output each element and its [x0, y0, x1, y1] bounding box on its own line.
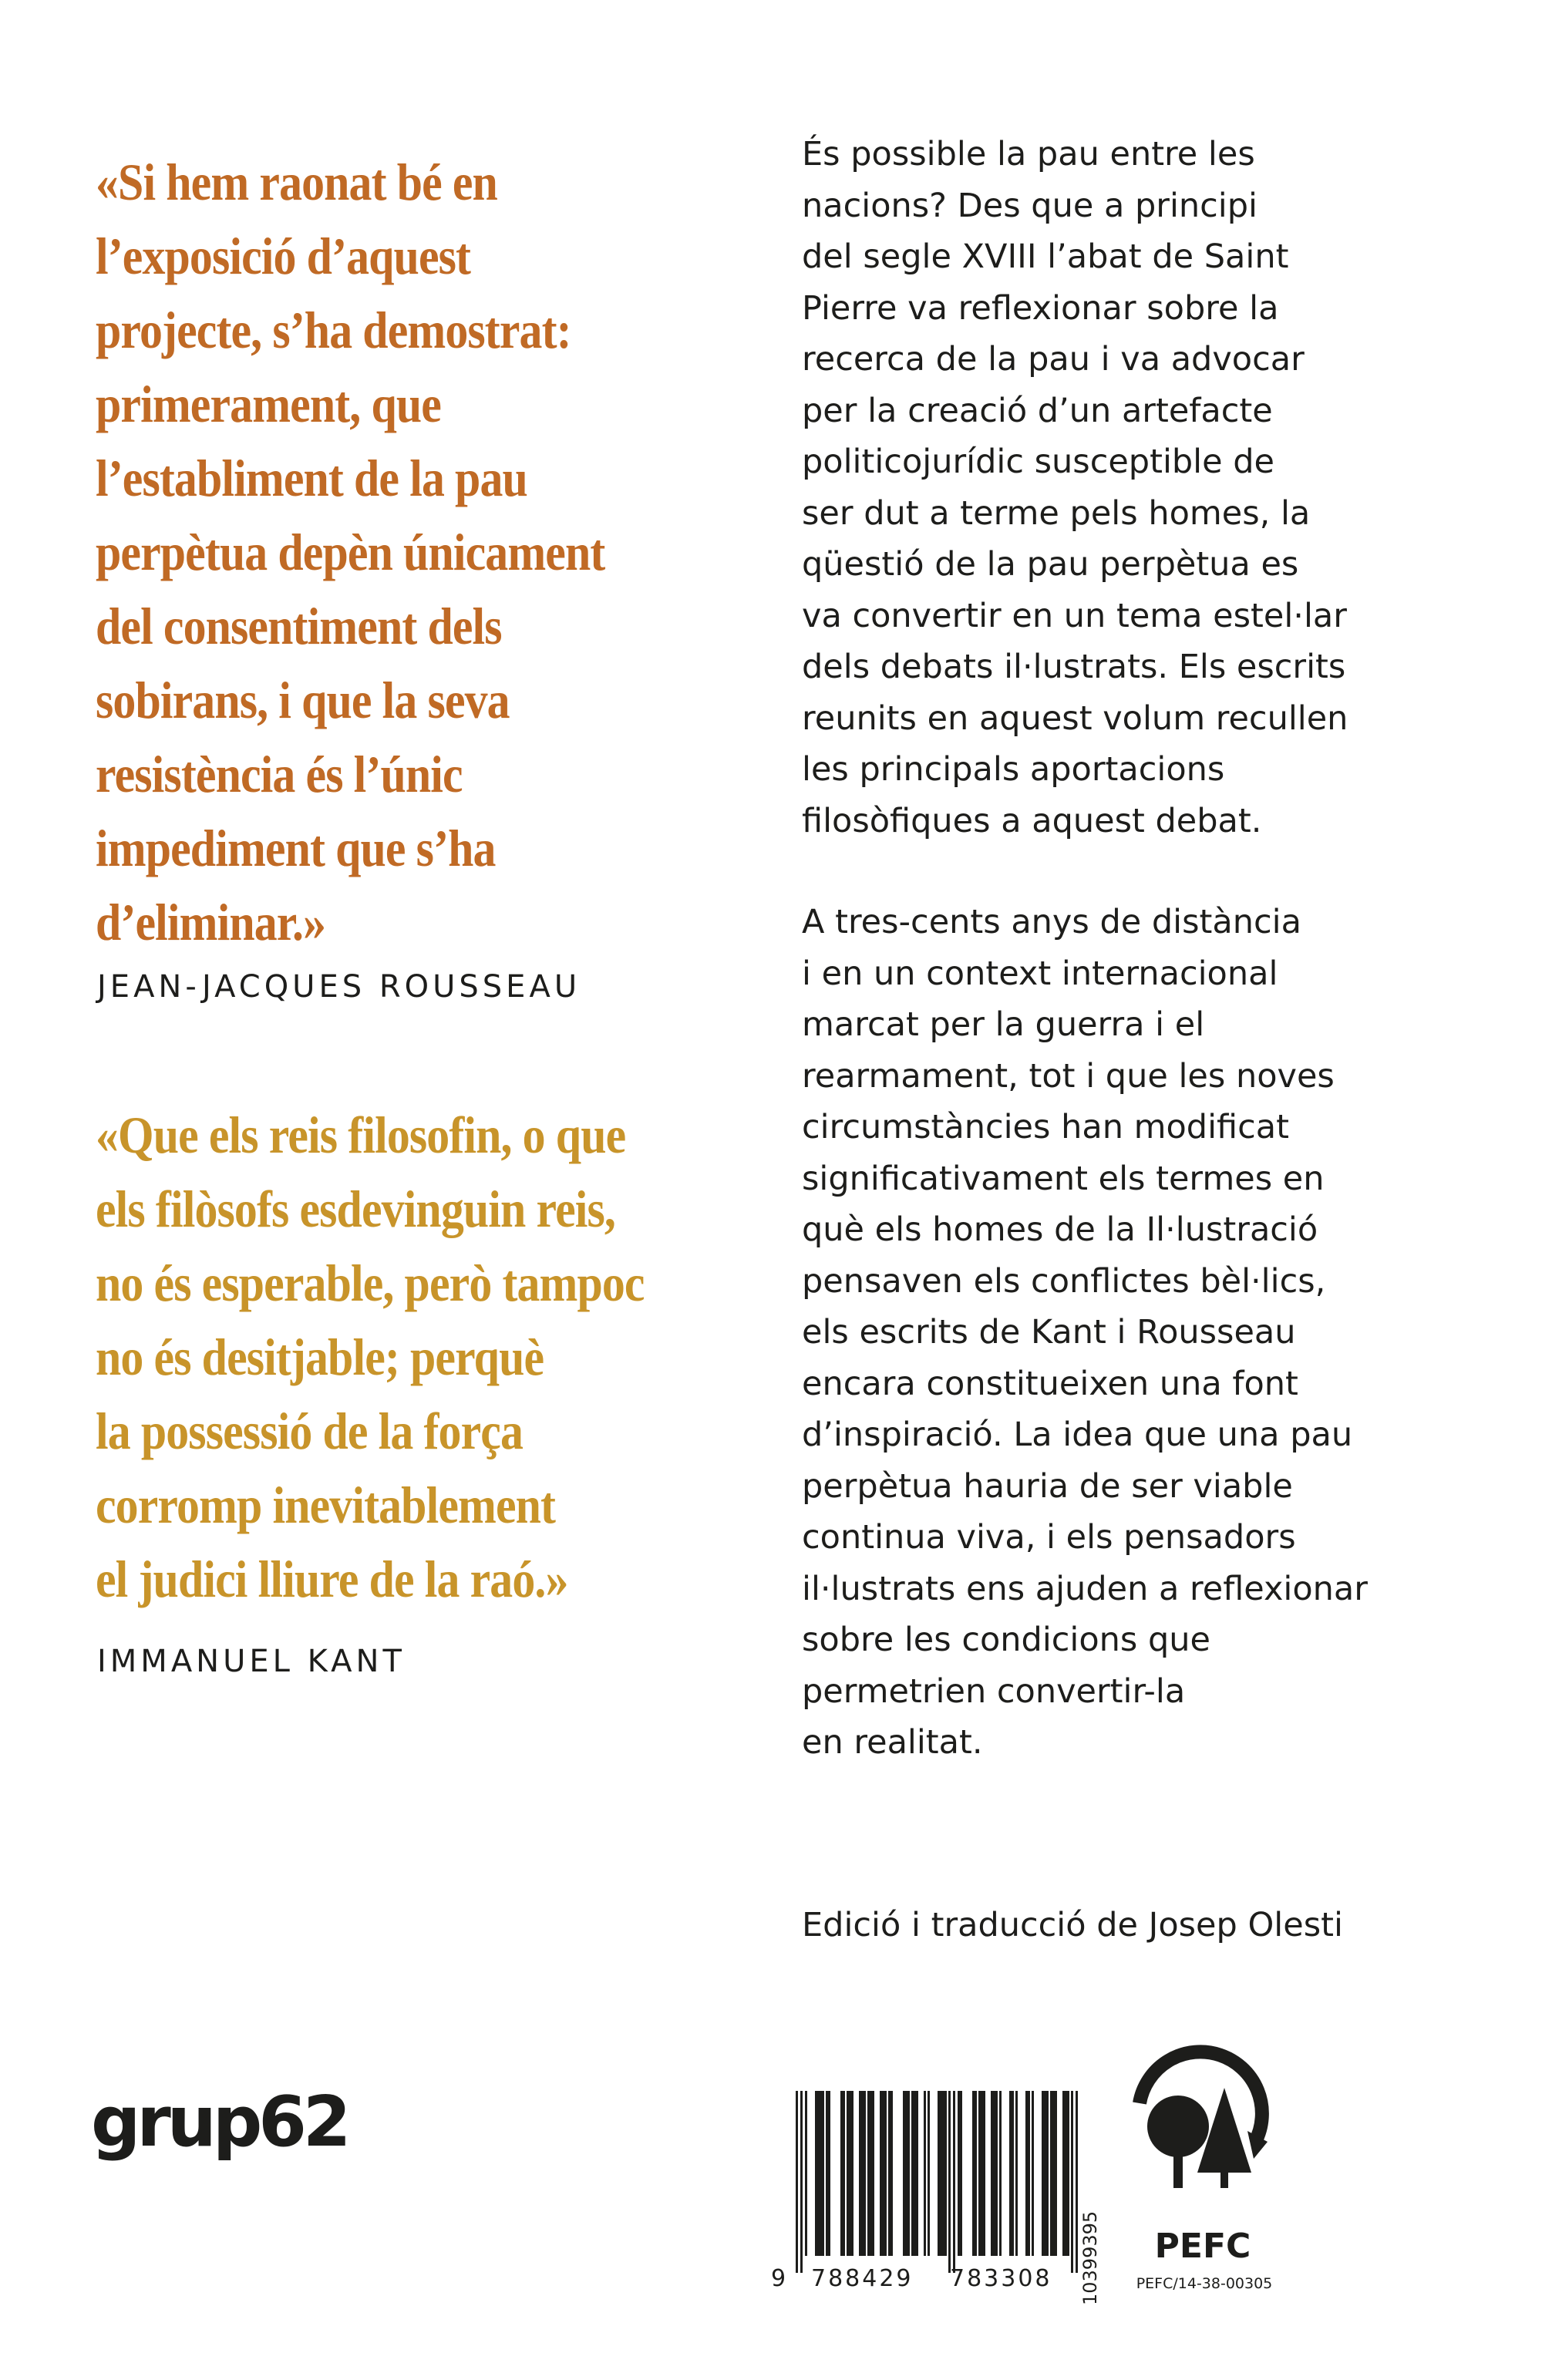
barcode-bar — [840, 2091, 845, 2256]
barcode-bar — [888, 2091, 893, 2256]
barcode-bar — [911, 2091, 918, 2256]
publisher-logo: grup62 — [91, 2082, 348, 2163]
barcode-bar — [880, 2091, 887, 2256]
barcode-bar — [1009, 2091, 1014, 2256]
quote-line: primerament, que — [96, 375, 441, 433]
text-line: permetrien convertir-la — [802, 1671, 1186, 1711]
text-line: filosòfiques a aquest debat. — [802, 801, 1262, 840]
pefc-tree-icon — [1124, 2026, 1278, 2219]
text-line: Pierre va reflexionar sobre la — [802, 288, 1279, 328]
barcode-guard-bar — [796, 2091, 798, 2273]
text-line: rearmament, tot i que les noves — [802, 1056, 1335, 1096]
barcode-bar — [1025, 2091, 1030, 2256]
quote-line: del consentiment dels — [96, 597, 502, 655]
text-line: dels debats il·lustrats. Els escrits — [802, 648, 1346, 686]
text-line: A tres-cents anys de distància — [802, 903, 1301, 941]
barcode-bar — [972, 2091, 977, 2256]
barcode-bar — [903, 2091, 910, 2256]
text-line: què els homes de la Il·lustració — [802, 1210, 1318, 1249]
barcode-bar — [938, 2091, 947, 2256]
barcode-side-code: 10399395 — [1079, 2210, 1101, 2305]
text-line: il·lustrats ens ajuden a reflexionar — [802, 1569, 1368, 1608]
text-line: va convertir en un tema estel·lar — [802, 596, 1347, 635]
pefc-label: PEFC — [1154, 2227, 1251, 2266]
quote-line: impediment que s’ha — [96, 819, 496, 877]
text-line: els escrits de Kant i Rousseau — [802, 1313, 1296, 1352]
quote-kant — [96, 1098, 645, 1616]
synopsis-paragraph-1 — [802, 129, 1348, 847]
barcode-guard-bar — [1076, 2091, 1078, 2273]
quote-line: projecte, s’ha demostrat: — [96, 301, 571, 359]
quote-line: no és esperable, però tampoc — [96, 1254, 645, 1312]
text-line: reunits en aquest volum recullen — [802, 699, 1348, 738]
text-line: pensaven els conflictes bèl·lics, — [802, 1261, 1326, 1301]
text-line: ser dut a terme pels homes, la — [802, 493, 1311, 533]
barcode-guard-bar — [1071, 2091, 1073, 2273]
text-line: perpètua hauria de ser viable — [802, 1466, 1293, 1506]
synopsis-paragraph-2 — [802, 897, 1368, 1769]
quote-line: els filòsofs esdevinguin reis, — [96, 1180, 616, 1238]
barcode-bar — [1050, 2091, 1057, 2256]
text-line: d’inspiració. La idea que una pau — [802, 1416, 1353, 1454]
quote-line: no és desitjable; perquè — [96, 1328, 544, 1386]
quote-line: corromp inevitablement — [96, 1476, 556, 1534]
text-line: recerca de la pau i va advocar — [802, 340, 1305, 379]
barcode-bar — [1032, 2091, 1034, 2256]
barcode-bar — [859, 2091, 866, 2256]
barcode-bar — [924, 2091, 926, 2256]
barcode-bar — [928, 2091, 930, 2256]
text-line: en realitat. — [802, 1723, 983, 1762]
text-line: del segle XVIII l’abat de Saint — [802, 237, 1289, 276]
barcode-bar — [1015, 2091, 1018, 2256]
text-line: continua viva, i els pensadors — [802, 1518, 1296, 1557]
quote-line: sobirans, i que la seva — [96, 671, 510, 729]
text-line: i en un context internacional — [802, 954, 1278, 993]
quote-line: «Si hem raonat bé en — [96, 153, 497, 211]
quote-author-kant: IMMANUEL KANT — [97, 1644, 406, 1679]
quote-line: el judici lliure de la raó.» — [96, 1550, 568, 1608]
text-line: les principals aportacions — [802, 750, 1225, 789]
quote-line: perpètua depèn únicament — [96, 523, 605, 581]
barcode-bar — [815, 2091, 824, 2256]
text-line: marcat per la guerra i el — [802, 1005, 1205, 1044]
isbn-first-digit: 9 — [771, 2265, 786, 2292]
quote-line: resistència és l’únic — [96, 745, 463, 803]
barcode-bar — [958, 2091, 962, 2256]
isbn-group-2: 783308 — [950, 2265, 1052, 2292]
quote-line: la possessió de la força — [96, 1402, 524, 1460]
barcode-guard-bar — [953, 2091, 955, 2273]
barcode-bar — [1042, 2091, 1049, 2256]
text-line: significativament els termes en — [802, 1159, 1325, 1198]
quote-line: d’eliminar.» — [96, 893, 326, 951]
text-line: circumstàncies han modificat — [802, 1108, 1289, 1146]
barcode-bar — [826, 2091, 830, 2256]
barcode-bars — [794, 2091, 1087, 2273]
text-line: qüestió de la pau perpètua es — [802, 545, 1299, 584]
quote-line: l’exposició d’aquest — [96, 227, 471, 285]
quote-line: l’establiment de la pau — [96, 449, 527, 507]
barcode-bar — [867, 2091, 874, 2256]
translator-credit: Edició i traducció de Josep Olesti — [802, 1906, 1343, 1944]
barcode-bar — [805, 2091, 807, 2256]
text-line: sobre les condicions que — [802, 1621, 1211, 1659]
pefc-certificate-code: PEFC/14-38-00305 — [1136, 2275, 1273, 2292]
quote-rousseau — [96, 145, 604, 959]
text-line: És possible la pau entre les — [802, 135, 1255, 173]
barcode-guard-bar — [800, 2091, 803, 2273]
barcode-guard-bar — [948, 2091, 951, 2273]
barcode-bar — [978, 2091, 985, 2256]
isbn-group-1: 788429 — [811, 2265, 914, 2292]
text-line: politicojurídic susceptible de — [802, 443, 1275, 481]
barcode-bar — [999, 2091, 1002, 2256]
barcode-bar — [991, 2091, 998, 2256]
isbn-barcode — [771, 2091, 1095, 2322]
barcode-bar — [847, 2091, 853, 2256]
text-line: nacions? Des que a principi — [802, 186, 1258, 225]
text-line: encara constitueixen una font — [802, 1364, 1298, 1403]
barcode-bar — [1062, 2091, 1069, 2256]
quote-author-rousseau: JEAN-JACQUES ROUSSEAU — [97, 969, 581, 1005]
quote-line: «Que els reis filosofin, o que — [96, 1106, 626, 1164]
text-line: per la creació d’un artefacte — [802, 391, 1273, 430]
